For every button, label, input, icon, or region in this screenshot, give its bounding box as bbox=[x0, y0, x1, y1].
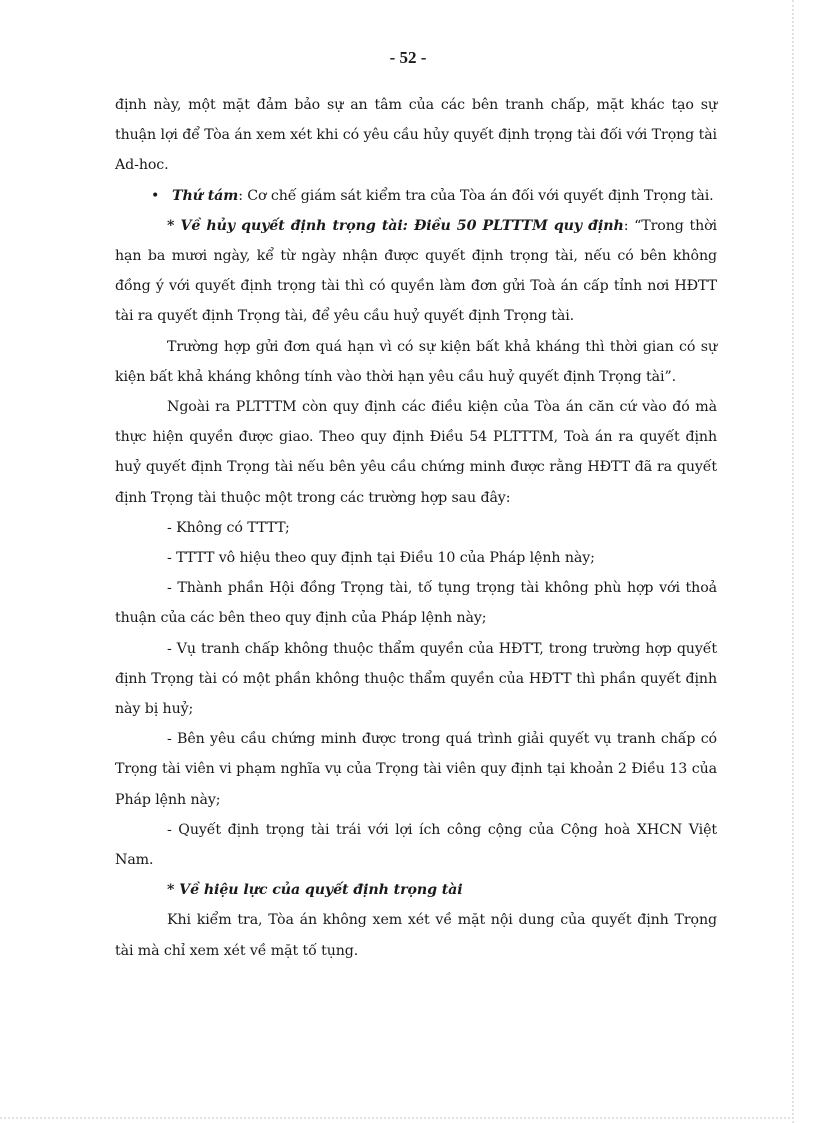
paragraph: Khi kiểm tra, Tòa án không xem xét về mặt nội dung của quyết định Trọng tài mà chỉ xem xét về mặt tố tụng. bbox=[115, 912, 717, 959]
page-number: - 52 - bbox=[389, 48, 427, 67]
bullet-item-thu-tam bbox=[115, 181, 717, 211]
bullet-text: : Cơ chế giám sát kiểm tra của Tòa án đối với quyết định Trọng tài. bbox=[238, 187, 714, 204]
paragraph-continuation: định này, một mặt đảm bảo sự an tâm của các bên tranh chấp, mặt khác tạo sự thuận lợi để Tòa án xem xét khi có yêu cầu hủy quyết định trọng tài đối với Trọng tài Ad-hoc. bbox=[115, 97, 717, 174]
bullet-title: Thứ tám bbox=[172, 187, 239, 204]
paragraph-huy-quyet-dinh bbox=[115, 211, 717, 332]
paragraph: Ngoài ra PLTTTM còn quy định các điều kiện của Tòa án căn cứ vào đó mà thực hiện quyền được giao. Theo quy định Điều 54 PLTTTM, Toà án ra quyết định huỷ quyết định Trọng tài nếu bên yêu cầu chứng minh được rằng HĐTT đã ra quyết định Trọng tài thuộc một trong các trường hợp sau đây: bbox=[115, 399, 717, 506]
list-item: - Quyết định trọng tài trái với lợi ích công cộng của Cộng hoà XHCN Việt Nam. bbox=[115, 821, 717, 869]
paragraph: Trường hợp gửi đơn quá hạn vì có sự kiện bất khả kháng thì thời gian có sự kiện bất khả kháng không tính vào thời hạn yêu cầu huỷ quyết định Trọng tài”. bbox=[115, 338, 717, 385]
list-item: - Thành phần Hội đồng Trọng tài, tố tụng trọng tài không phù hợp với thoả thuận của các bên theo quy định của Pháp lệnh này; bbox=[115, 580, 717, 627]
page-border-bottom bbox=[0, 1117, 794, 1119]
paragraph-text: : “Trong thời hạn ba mươi ngày, kể từ ngày nhận được quyết định trọng tài, nếu có bên không đồng ý với quyết định trọng tài thì có quyền làm đơn gửi Toà án cấp tỉnh nơi HĐTT tài ra quyết định Trọng tài, để yêu cầu huỷ quyết định Trọng tài. bbox=[115, 217, 717, 325]
document-body bbox=[115, 90, 717, 966]
page-border-right bbox=[792, 0, 794, 1123]
section-heading-huy: * Về hủy quyết định trọng tài: Điều 50 PLTTTM quy định bbox=[167, 217, 624, 234]
section-heading-text: * Về hiệu lực của quyết định trọng tài bbox=[167, 882, 463, 899]
section-heading-hieu-luc bbox=[115, 875, 717, 905]
list-item: - Vụ tranh chấp không thuộc thẩm quyền của HĐTT, trong trường hợp quyết định Trọng tài có một phần không thuộc thẩm quyền của HĐTT thì phần quyết định này bị huỷ; bbox=[115, 640, 717, 718]
list-item: - TTTT vô hiệu theo quy định tại Điều 10 của Pháp lệnh này; bbox=[167, 550, 595, 567]
list-item: - Không có TTTT; bbox=[167, 519, 290, 536]
bullet-dot-icon: • bbox=[151, 187, 160, 204]
list-item: - Bên yêu cầu chứng minh được trong quá trình giải quyết vụ tranh chấp có Trọng tài viên vi phạm nghĩa vụ của Trọng tài viên quy định tại khoản 2 Điều 13 của Pháp lệnh này; bbox=[115, 731, 717, 808]
